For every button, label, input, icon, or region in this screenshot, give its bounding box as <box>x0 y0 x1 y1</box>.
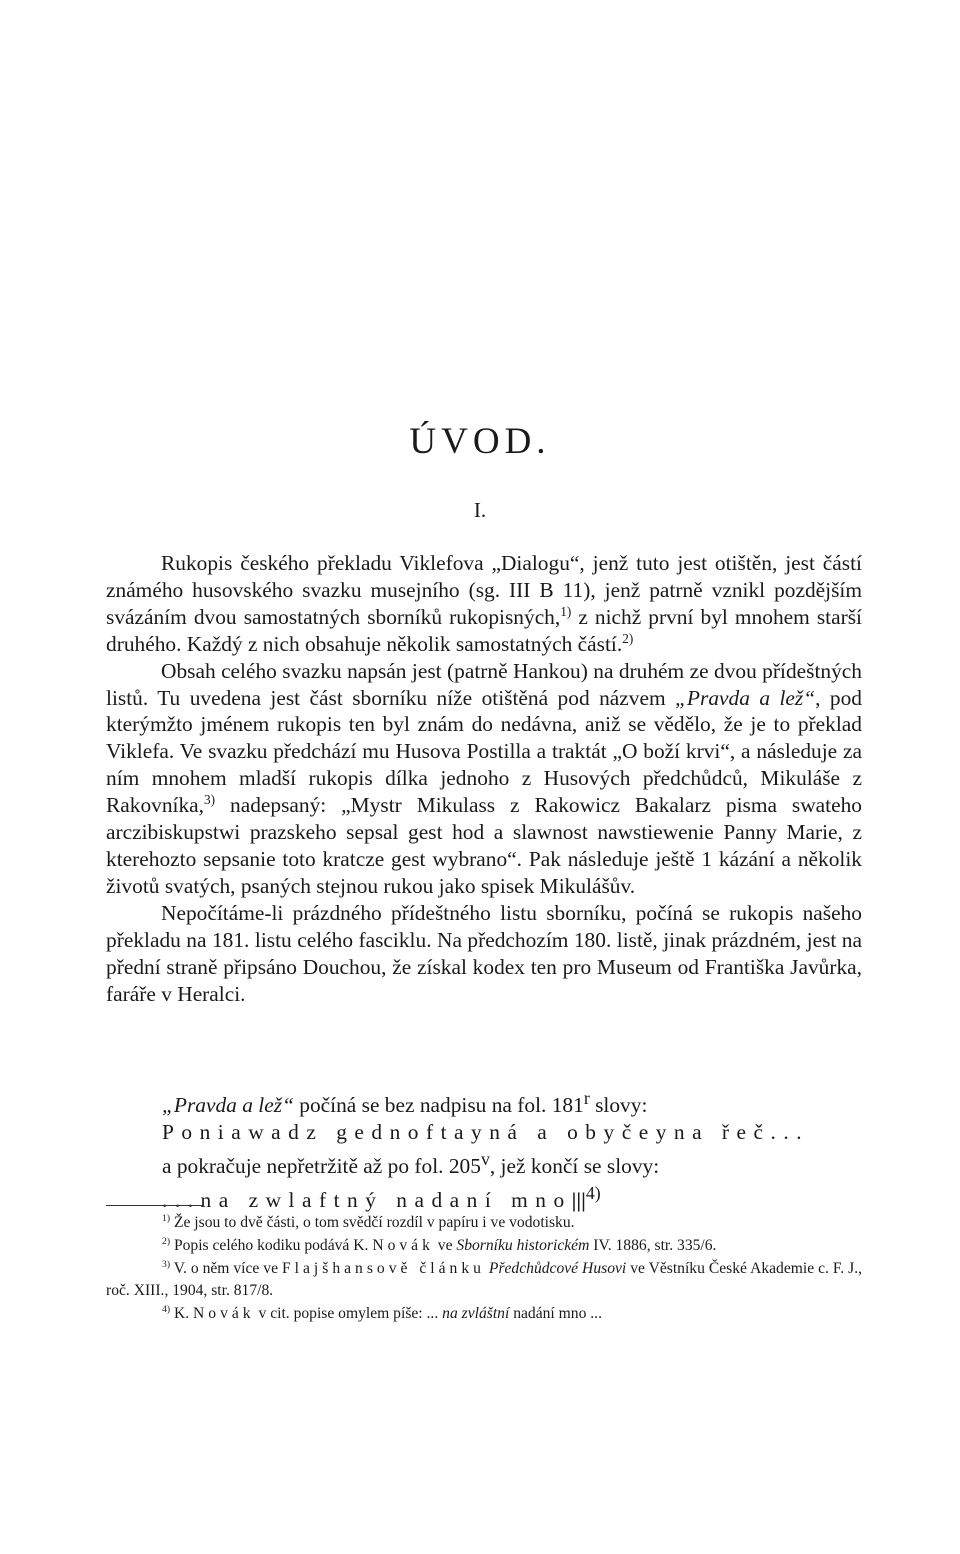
footnote-text: ve Věstníku České Akademie c. F. J., roč. XIII., 1904, str. 817/8. <box>106 1259 863 1300</box>
footnote-1 <box>106 1212 862 1235</box>
footnote-text: nadání mno ... <box>509 1305 602 1323</box>
quote-text: počíná se bez nadpisu na fol. 181 <box>293 1093 584 1118</box>
italic-title: Sborníku historickém <box>456 1236 590 1254</box>
footnote-2 <box>106 1235 862 1258</box>
manuscript-quote <box>162 1085 862 1214</box>
footnote-text: v cit. popise omylem píše: ... <box>254 1305 443 1323</box>
author-name: Novák <box>193 1305 255 1323</box>
footnote-ref-2: 2) <box>622 630 634 646</box>
quote-line-1 <box>162 1085 862 1119</box>
footnote-divider <box>106 1205 204 1206</box>
folio-recto-mark: r <box>583 1088 590 1108</box>
footnote-text: ve <box>433 1236 457 1254</box>
footnote-mark: 3) <box>162 1258 171 1270</box>
footnote-ref-3: 3) <box>204 792 216 808</box>
quote-text: slovy: <box>589 1093 648 1118</box>
paragraph-1 <box>106 550 862 658</box>
quote-line-3 <box>162 1146 862 1180</box>
footnote-ref-1: 1) <box>560 603 572 619</box>
author-name: Flajšhansově článku <box>282 1259 485 1277</box>
footnote-text: IV. 1886, str. 335/6. <box>589 1236 717 1254</box>
italic-title: „Pravda a lež“ <box>162 1093 294 1118</box>
section-number: I. <box>473 498 487 522</box>
italic-title: na zvláštní <box>442 1305 510 1323</box>
paragraph-3: Nepočítáme-li prázdného přídeštného listu sborníku, počíná se rukopis našeho překladu na 181. listu celého fasciklu. Na předchozím 180. listě, jinak prázdném, jest na přední straně připsáno Douchou, že získal kodex ten pro Museum od Františka Javůrka, faráře v Heralci. <box>106 900 862 1006</box>
italic-title: Předchůdcové Husovi <box>488 1259 627 1277</box>
footnote-text: Že jsou to dvě části, o tom svědčí rozdíl v papíru i ve vodotisku. <box>170 1214 575 1231</box>
footnote-mark: 4) <box>162 1304 171 1315</box>
quote-line-2: Poniawadz gednoftayná a obyčeyna řeč... <box>162 1120 810 1145</box>
italic-title: „Pravda a lež“ <box>675 685 816 710</box>
paragraph-text: Obsah celého svazku napsán jest (patrně Hankou) na druhém ze dvou přídeštných listů. Tu uvedena jest část sborníku níže otištěná pod názvem <box>106 658 862 710</box>
footnotes <box>106 1212 862 1326</box>
folio-verso-mark: v <box>480 1148 490 1169</box>
line-end-marker: ||| <box>571 1188 586 1213</box>
quote-text: ...na zwlaftný nadaní mno <box>162 1188 572 1213</box>
quote-text: a pokračuje nepřetržitě až po fol. 205 <box>162 1154 481 1179</box>
page-title: ÚVOD. <box>409 421 551 462</box>
paragraph-text: , pod kterýmžto jménem rukopis ten byl znám do nedávna, aniž se vědělo, že je to překlad Viklefa. Ve svazku předchází mu Husova Postilla a traktát „O boží krvi“, a následuje za ním mnohem mladší rukopis dílka jednoho z Husových předchůdců, Mikuláše z Rakovníka, <box>106 685 862 818</box>
paragraph-text: z nichž první byl mnohem starší druhého. Každý z nich obsahuje několik samostatných částí. <box>106 604 862 656</box>
author-name: Novák <box>372 1236 434 1254</box>
footnote-text: V. o něm více ve <box>170 1259 282 1277</box>
paragraph-2 <box>106 658 862 900</box>
quote-line-4 <box>162 1180 862 1214</box>
paragraph-text: Rukopis českého překladu Viklefova „Dialogu“, jenž tuto jest otištěn, jest částí známého husovského svazku musejního (sg. III B 11), jenž patrně vznikl pozdějším svázáním dvou samostatných sborníků rukopisných, <box>106 551 862 629</box>
paragraph-text: nadepsaný: „Mystr Mikulass z Rakowicz Bakalarz pisma swateho arczibiskupstwi prazskeho sepsal gest hod a slawnost nawstiewenie Panny Marie, z kterehozto sepsanie toto kratcze gest wybrano“. Pak následuje ještě 1 kázání a několik životů svatých, psaných stejnou rukou jako spisek Mikulášův. <box>106 793 862 898</box>
quote-text: , jež končí se slovy: <box>489 1154 660 1179</box>
footnote-text: Popis celého kodiku podává K. <box>170 1236 373 1254</box>
footnote-ref-4: 4) <box>585 1182 601 1203</box>
body-text <box>106 550 862 1007</box>
footnote-3 <box>106 1258 862 1304</box>
footnote-4 <box>106 1303 862 1326</box>
footnote-mark: 1) <box>162 1212 171 1224</box>
footnote-text: K. <box>170 1305 194 1323</box>
footnote-mark: 2) <box>162 1235 171 1247</box>
